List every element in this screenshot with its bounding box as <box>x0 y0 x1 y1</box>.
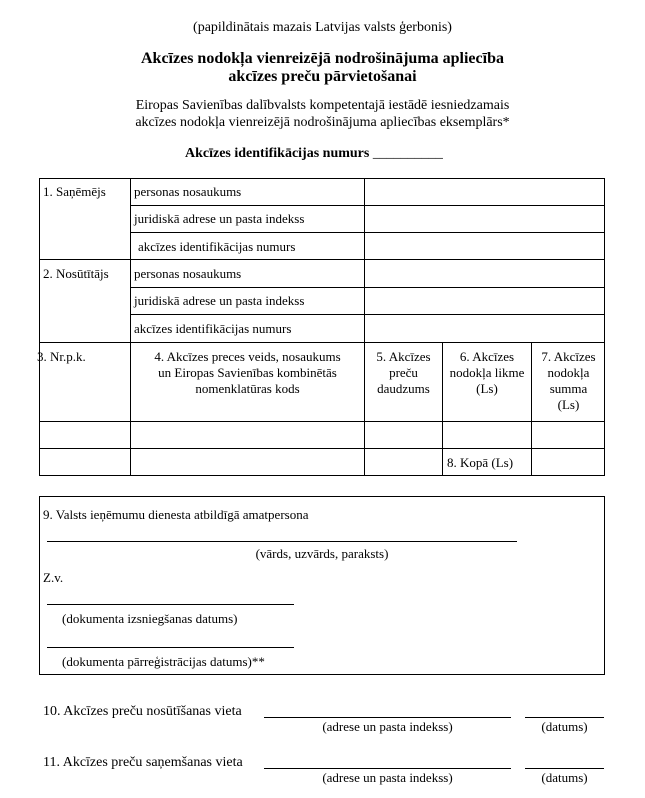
receipt-address-caption: (adrese un pasta indekss) <box>322 770 453 785</box>
row1-sum-field[interactable] <box>532 422 604 447</box>
issue-date-caption: (dokumenta izsniegšanas datums) <box>62 611 238 626</box>
row1-goods-field[interactable] <box>131 422 363 447</box>
sender-label: 2. Nosūtītājs <box>43 266 109 281</box>
official-name-caption: (vārds, uzvārds, paraksts) <box>255 546 389 561</box>
receipt-address-line[interactable] <box>264 768 511 769</box>
reregistration-caption: (dokumenta pārreģistrācijas datums)** <box>62 654 265 669</box>
sender-name-field[interactable] <box>366 261 603 286</box>
receiver-name-label: personas nosaukums <box>134 184 242 199</box>
excise-id-blank[interactable]: __________ <box>372 146 443 161</box>
receiver-address-field[interactable] <box>366 207 603 231</box>
receiver-label: 1. Saņēmējs <box>43 184 106 199</box>
official-name-line[interactable] <box>47 541 517 542</box>
excise-id-label: Akcīzes identifikācijas numurs <box>185 146 370 161</box>
receiver-address-label: juridiskā adrese un pasta indekss <box>134 211 305 226</box>
dispatch-address-line[interactable] <box>264 717 511 718</box>
subtitle-line2: akcīzes nodokļa vienreizējā nodrošinājuma apliecības eksemplārs* <box>135 115 510 130</box>
coat-of-arms-note: (papildinātais mazais Latvijas valsts ģerbonis) <box>193 20 452 35</box>
col-goods-header: 4. Akcīzes preces veids, nosaukums un Eiropas Savienības kombinētās nomenklatūras kods <box>154 349 341 396</box>
sender-address-label: juridiskā adrese un pasta indekss <box>134 293 305 308</box>
subtitle-line1: Eiropas Savienības dalībvalsts kompetentajā iestādē iesniedzamais <box>135 98 510 113</box>
sender-excise-id-field[interactable] <box>366 316 603 341</box>
total-sum-field[interactable] <box>532 449 604 475</box>
receiver-excise-id-field[interactable] <box>366 234 603 258</box>
row1-number-field[interactable] <box>40 422 129 447</box>
col-number-header: 3. Nr.p.k. <box>37 349 86 364</box>
receipt-date-line[interactable] <box>525 768 604 769</box>
issue-date-line[interactable] <box>47 604 294 605</box>
dispatch-date-caption: (datums) <box>541 719 588 734</box>
col-quantity-header: 5. Akcīzes preču daudzums <box>376 349 431 396</box>
document-title-line1: Akcīzes nodokļa vienreizējā nodrošinājuma apliecība <box>141 50 504 67</box>
official-title: 9. Valsts ieņēmumu dienesta atbildīgā amatpersona <box>43 507 309 522</box>
row1-rate-field[interactable] <box>443 422 530 447</box>
receipt-label: 11. Akcīzes preču saņemšanas vieta <box>43 755 243 770</box>
col-rate-header: 6. Akcīzes nodokļa likme (Ls) <box>449 349 525 396</box>
excise-id-row <box>185 146 443 162</box>
dispatch-label: 10. Akcīzes preču nosūtīšanas vieta <box>43 704 242 719</box>
stamp-label: Z.v. <box>43 570 64 585</box>
reregistration-date-line[interactable] <box>47 647 294 648</box>
col-sum-header: 7. Akcīzes nodokļa summa (Ls) <box>541 349 596 412</box>
total-label: 8. Kopā (Ls) <box>447 455 514 470</box>
receipt-date-caption: (datums) <box>541 770 588 785</box>
dispatch-date-line[interactable] <box>525 717 604 718</box>
sender-name-label: personas nosaukums <box>134 266 242 281</box>
sender-address-field[interactable] <box>366 289 603 313</box>
receiver-name-field[interactable] <box>366 180 603 204</box>
receiver-excise-id-label: akcīzes identifikācijas numurs <box>138 239 296 254</box>
row1-quantity-field[interactable] <box>365 422 441 447</box>
sender-excise-id-label: akcīzes identifikācijas numurs <box>134 321 292 336</box>
dispatch-address-caption: (adrese un pasta indekss) <box>322 719 453 734</box>
document-title-line2: akcīzes preču pārvietošanai <box>228 68 417 85</box>
